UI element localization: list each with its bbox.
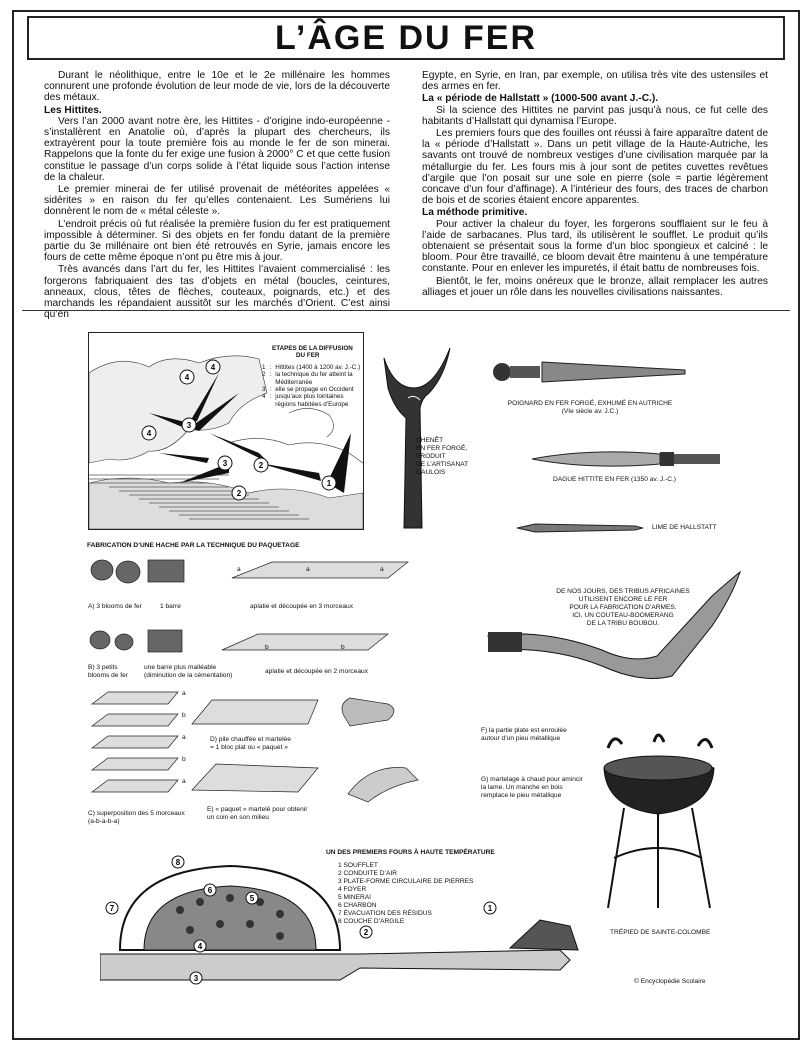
hache-step-b-right: aplatie et découpée en 2 morceaux (265, 668, 369, 675)
svg-text:1: 1 (326, 479, 332, 488)
paragraph: Egypte, en Syrie, en Iran, par exemple, on utilisa très vite des ustensiles et des armes en fer. (422, 70, 768, 93)
svg-text:4: 4 (210, 363, 216, 372)
hache-illustration (88, 554, 468, 844)
svg-text:3: 3 (186, 421, 192, 430)
hache-step-a-right: aplatie et découpée en 3 morceaux (250, 603, 354, 610)
letter-a: a (182, 778, 186, 785)
paragraph: Bientôt, le fer, moins onéreux que le bronze, allait remplacer les autres alliages et jouer un rôle dans les nouvelles civilisations naissantes. (422, 275, 768, 298)
svg-text:4: 4 (184, 373, 190, 382)
dague-caption: DAGUE HITTITE EN FER (1350 av. J.-C.) (553, 476, 676, 483)
four-illustration (100, 850, 590, 990)
poignard-caption: POIGNARD EN FER FORGÉ, EXHUMÉ EN AUTRICHE (VIe siècle av. J.C.) (507, 400, 673, 415)
svg-text:1: 1 (487, 904, 493, 913)
map-legend (262, 345, 362, 408)
paragraph: L’endroit précis où fut réalisée la première fusion du fer est pratiquement impossible à déterminer. Si des objets en fer fondu datant de la première partie du 3e millénaire ont bien été retrouvés en Syrie, jamais encore les fours de cette même époque n’ont pu être mis à jour. (44, 218, 390, 264)
title-box (27, 16, 785, 60)
text-columns (44, 70, 768, 321)
svg-text:3: 3 (193, 974, 199, 983)
legend-title: DU FER (296, 352, 320, 360)
svg-text:4: 4 (197, 942, 203, 951)
heading-hittites: Les Hittites. (44, 104, 102, 116)
svg-text:7: 7 (109, 904, 115, 913)
legend-item: 4 : jusqu’aux plus lointaines régions habitées d’Europe (262, 393, 349, 408)
letter-a: a (182, 734, 186, 741)
paragraph: Si la science des Hittites ne parvint pas jusqu’à nous, ce fut celle des habitants d’Hallstatt qui dynamisa l’Europe. (422, 104, 768, 127)
letter-b: b (182, 756, 186, 763)
hache-step-g: G) martelage à chaud pour amincir la lame. Un manche en bois remplace le pieu métallique (481, 776, 583, 799)
letter-b: b (341, 644, 345, 651)
letter-b: b (265, 644, 269, 651)
svg-text:2: 2 (236, 489, 242, 498)
poignard-illustration (490, 352, 690, 392)
right-column (422, 70, 768, 299)
hache-title: FABRICATION D’UNE HACHE PAR LA TECHNIQUE DU PAQUETAGE (87, 542, 300, 549)
hache-step-e: E) « paquet » martelé pour obtenir un coin en son milieu (207, 806, 308, 821)
legend-item: 3 : elle se propage en Occident (262, 386, 354, 394)
lime-caption: LIME DE HALLSTATT (652, 524, 717, 531)
letter-a: a (380, 566, 384, 573)
chenet-illustration (374, 328, 474, 538)
intro-paragraph: Durant le néolithique, entre le 10e et le 2e millénaire les hommes connurent une profonde évolution de leur mode de vie, lors de la découverte des métaux. (44, 70, 390, 104)
heading-hallstatt: La « période de Hallstatt » (1000-500 avant J.-C.). (422, 93, 659, 105)
four-title: UN DES PREMIERS FOURS À HAUTE TEMPÉRATURE (326, 849, 495, 856)
hache-step-c: C) superposition des 5 morceaux (a-b-a-b-a) (88, 810, 185, 825)
svg-text:4: 4 (146, 429, 152, 438)
lime-illustration (515, 520, 645, 536)
hache-step-a-mid: 1 barre (160, 603, 181, 610)
section-divider (22, 310, 790, 311)
letter-a: a (306, 566, 310, 573)
tribus-caption: DE NOS JOURS, DES TRIBUS AFRICAINES UTILISENT ENCORE LE FER POUR LA FABRICATION D’ARMES. ICI, UN COUTEAU-BOOMERANG DE LA TRIBU BOUBOU. (556, 588, 690, 627)
four-legend: 1 SOUFFLET 2 CONDUITE D’AIR 3 PLATE-FORME CIRCULAIRE DE PIERRES 4 FOYER 5 MINERAI 6 CHARBON 7 ÉVACUATION DES RÉSIDUS 8 COUCHE D’ARGILE (338, 862, 474, 925)
left-column (44, 70, 390, 321)
copyright: © Encyclopédie Scolaire (634, 978, 706, 985)
svg-text:8: 8 (175, 858, 181, 867)
svg-text:2: 2 (363, 928, 369, 937)
trepied-caption: TRÉPIED DE SAINTE-COLOMBE (610, 929, 711, 936)
svg-text:5: 5 (249, 894, 255, 903)
hache-step-a-left: A) 3 blooms de fer (88, 603, 142, 610)
letter-b: b (182, 712, 186, 719)
heading-methode: La méthode primitive. (422, 207, 528, 219)
paragraph: Vers l’an 2000 avant notre ère, les Hittites - d’origine indo-européenne - s’installèrent en Anatolie où, d’après la plupart des chercheurs, ils extrayèrent pour la toute première fois au monde le fer de son minerai. Rappelons que la fonte du fer exige une fusion à 2000° C et que cette fusion constitue le passage d’un corps solide à l’état liquide sous l’action intense de la chaleur. (44, 115, 390, 183)
chenet-caption: CHENÊT EN FER FORGÉ, PRODUIT DE L’ARTISANAT GAULOIS (416, 437, 469, 476)
svg-text:2: 2 (258, 461, 264, 470)
dague-illustration (530, 444, 730, 474)
hache-step-d: D) pile chauffée et martelée = 1 bloc plat ou « paquet » (210, 736, 291, 751)
svg-text:6: 6 (207, 886, 213, 895)
legend-item: 2 : la technique du fer atteint la Méditerranée (262, 371, 353, 386)
legend-title: ETAPES DE LA DIFFUSION (272, 345, 353, 352)
legend-item: 1 : Hittites (1400 à 1200 av. J.-C.) (262, 363, 361, 371)
paragraph: Le premier minerai de fer utilisé provenait de météorites appelées « sidérites » en raison du fer qu’elles contenaient. Les Sumériens lui donnèrent le nom de « métal céleste ». (44, 184, 390, 218)
hache-step-f: F) la partie plate est enroulée autour d’un pieu métallique (481, 727, 567, 742)
page-title: L’ÂGE DU FER (274, 19, 538, 57)
letter-a: a (237, 566, 241, 573)
letter-a: a (182, 690, 186, 697)
paragraph: Les premiers fours que des fouilles ont réussi à faire apparaître datent de la « période d’Hallstatt ». Dans un petit village de la Haute-Autriche, les savants ont trouvé de nombreux vestiges d’une civilisation marquée par la métallurgie du fer. Les fours mis à jour sont de petites cuvettes revêtues d’argile que l’on posait sur une sole en pierre (sole = partie légèrement concave d’un four d’affinage). A l’intérieur des fours, des traces de charbon de bois et de scories étaient encore apparentes. (422, 128, 768, 207)
paragraph: Pour activer la chaleur du foyer, les forgerons soufflaient sur le feu à l’aide de sarbacanes. Plus tard, ils utilisèrent le soufflet. Le produit qu’ils obtenaient se présentait sous la forme d’un bloc spongieux et calciné : le bloom. Pour être travaillé, ce bloom devait être maintenu à une température constante. Pour en enlever les impuretés, il était battu de nombreuses fois. (422, 218, 768, 275)
trepied-illustration (594, 728, 724, 918)
svg-text:3: 3 (222, 459, 228, 468)
paragraph: Très avancés dans l’art du fer, les Hittites l’avaient commercialisé : les forgerons fabriquaient des tas d’objets en métal (boucles, ceintures, anneaux, clous, têtes de flèches, couteaux, poignards, etc.) et des marchands les répandaient aussitôt sur les marchés d’Orient. C’est ainsi qu’en (44, 264, 390, 321)
hache-step-b-left: B) 3 petits blooms de fer (88, 664, 128, 679)
hache-step-b-mid: une barre plus malléable (diminution de la cémentation) (144, 664, 233, 679)
